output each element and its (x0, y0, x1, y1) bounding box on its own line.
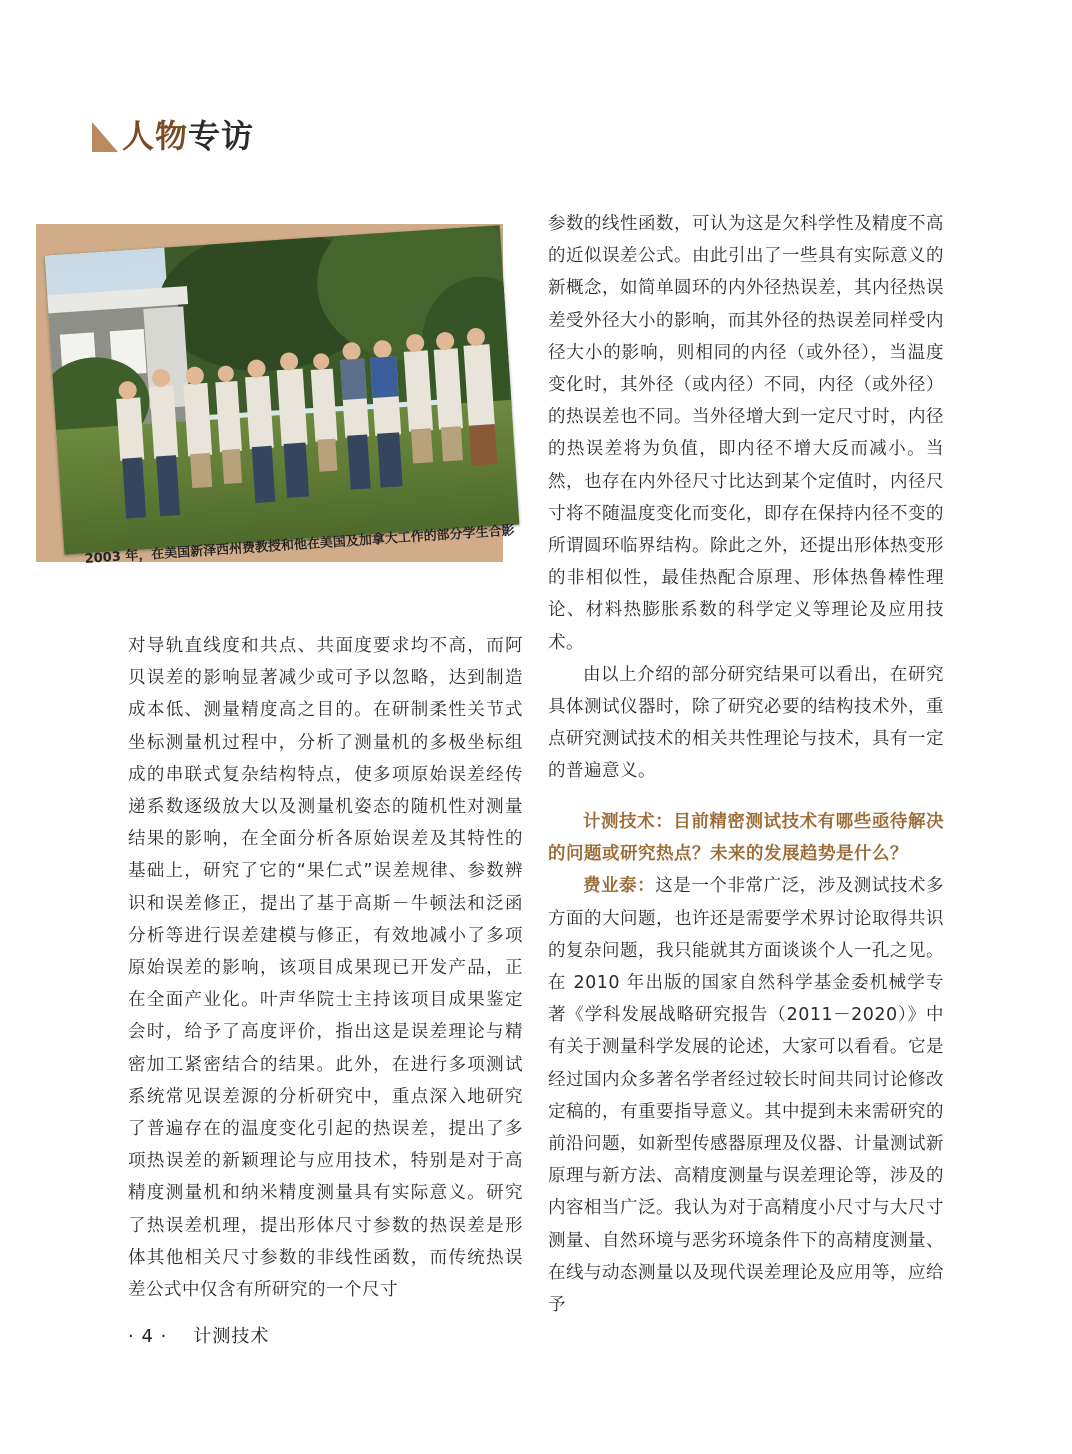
article-right-column-top (548, 208, 944, 788)
interview-question: 计测技术：目前精密测试技术有哪些亟待解决的问题或研究热点？未来的发展趋势是什么？ (548, 812, 944, 865)
article-paragraph: 参数的线性函数，可认为这是欠科学性及精度不高的近似误差公式。由此引出了一些具有实际意义的新概念，如简单圆环的内外径热误差，其内径热误差受外径大小的影响，而其外径的热误差同样受内径大小的影响，则相同的内径（或外径），当温度变化时，其外径（或内径）不同，内径（或外径）的热误差也不同。当外径增大到一定尺寸时，内径的热误差将为负值，即内径不增大反而减小。当然，也存在内外径尺寸比达到某个定值时，内径尺寸将不随温度变化而变化，即存在保持内径不变的所谓圆环临界结构。除此之外，还提出形体热变形的非相似性，最佳热配合原理、形体热鲁棒性理论、材料热膨胀系数的科学定义等理论及应用技术。 (548, 214, 944, 653)
article-paragraph: 由以上介绍的部分研究结果可以看出，在研究具体测试仪器时，除了研究必要的结构技术外，重点研究测试技术的相关共性理论与技术，具有一定的普遍意义。 (548, 664, 944, 782)
article-paragraph: 对导轨直线度和共点、共面度要求均不高，而阿贝误差的影响显著减少或可予以忽略，达到制造成本低、测量精度高之目的。在研制柔性关节式坐标测量机过程中，分析了测量机的多极坐标组成的串联式复杂结构特点，使多项原始误差经传递系数逐级放大以及测量机姿态的随机性对测量结果的影响，在全面分析各原始误差及其特性的基础上，研究了它的“果仁式”误差规律、参数辨识和误差修正，提出了基于高斯－牛顿法和泛函分析等进行误差建模与修正，有效地减小了多项原始误差的影响，该项目成果现已开发产品，正在全面产业化。叶声华院士主持该项目成果鉴定会时，给予了高度评价，指出这是误差理论与精密加工紧密结合的结果。此外，在进行多项测试系统常见误差源的分析研究中，重点深入地研究了普遍存在的温度变化引起的热误差，提出了多项热误差的新颖理论与应用技术，特别是对于高精度测量机和纳米精度测量具有实际意义。研究了热误差机理，提出形体尺寸参数的热误差是形体其他相关尺寸参数的非线性函数，而传统热误差公式中仅含有所研究的一个尺寸 (128, 636, 523, 1301)
answer-text: 这是一个非常广泛，涉及测试技术多方面的大问题，也许还是需要学术界讨论取得共识的复杂问题，我只能就其方面谈谈个人一孔之见。在 2010 年出版的国家自然科学基金委机械学专著《学科发展战略研究报告（2011－2020）》中有关于测量科学发展的论述，大家可以看看。它是经过国内众多著名学者经过较长时间共同讨论修改定稿的，有重要指导意义。其中提到未来需研究的前沿问题，如新型传感器原理及仪器、计量测试新原理与新方法、高精度测量与误差理论等，涉及的内容相当广泛。我认为对于高精度小尺寸与大尺寸测量、自然环境与恶劣环境条件下的高精度测量、在线与动态测量以及现代误差理论及应用等，应给予 (548, 876, 945, 1316)
section-title (122, 111, 254, 157)
section-header (92, 110, 254, 158)
article-left-column (128, 630, 523, 1306)
page-number: · 4 · (128, 1326, 168, 1347)
page-footer (128, 1322, 269, 1348)
photo-caption: 2003 年，在美国新泽西州费教授和他在美国及加拿大工作的部分学生合影 (84, 523, 516, 567)
group-photo (45, 225, 520, 555)
group-photo-image (45, 225, 520, 555)
photo-frame (36, 224, 503, 562)
answer-speaker: 费业泰： (583, 876, 656, 897)
journal-name: 计测技术 (193, 1326, 270, 1347)
article-right-column-qa (548, 790, 944, 1321)
interview-answer (548, 870, 944, 1321)
section-title-part2: 专访 (188, 117, 255, 155)
section-title-part1: 人物 (122, 117, 189, 155)
triangle-marker-icon (92, 122, 118, 152)
